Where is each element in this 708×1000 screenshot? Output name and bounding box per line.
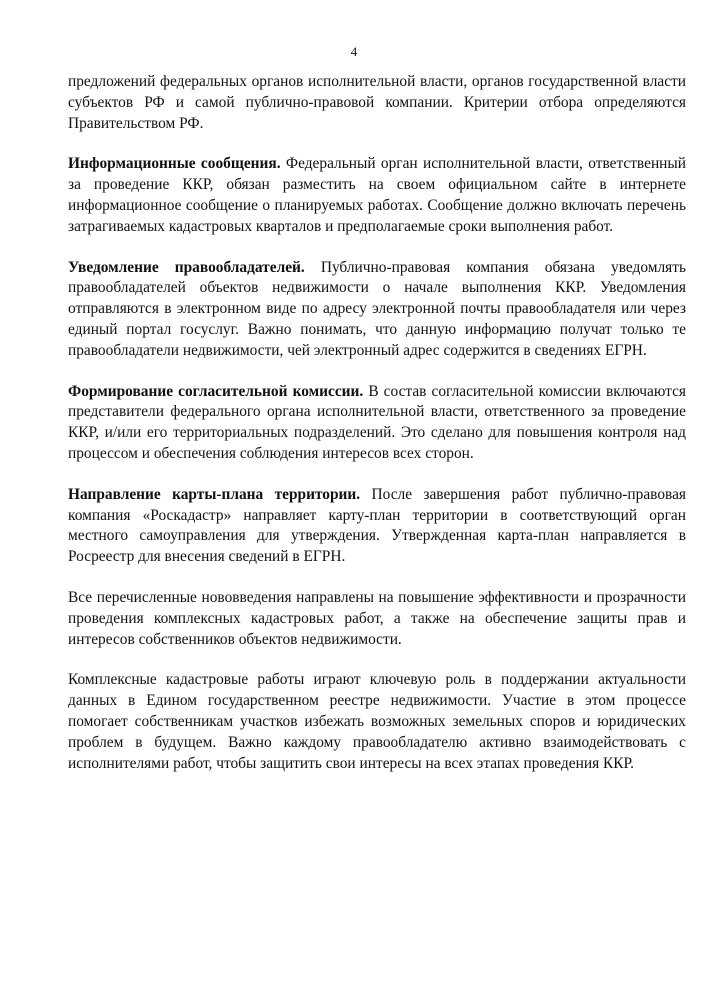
paragraph-text: предложений федеральных органов исполнительной власти, органов государственной власти субъектов РФ и самой публично-правовой компании. Критерии отбора определяются Правительством РФ.	[68, 73, 686, 132]
paragraph-heading: Направление карты-плана территории.	[68, 485, 361, 503]
paragraph-map-plan	[68, 485, 686, 568]
paragraph-text: Комплексные кадастровые работы играют ключевую роль в поддержании актуальности данных в Едином государственном реестре недвижимости. Участие в этом процессе помогает собственникам участков избежать возможных земельных споров и юридических проблем в будущем. Важно каждому правообладателю активно взаимодействовать с исполнителями работ, чтобы защитить свои интересы на всех этапах проведения ККР.	[68, 671, 686, 772]
paragraph-heading: Уведомление правообладателей.	[68, 258, 305, 276]
page-number: 4	[350, 44, 358, 59]
paragraph-information-messages	[68, 154, 686, 237]
paragraph-conciliation-commission	[68, 382, 686, 465]
paragraph-text: После завершения работ публично-правовая компания «Роскадастр» направляет карту-план территории в соответствующий орган местного самоуправления для утверждения. Утвержденная карта-план направляется в Росреестр для внесения сведений в ЕГРН.	[68, 485, 686, 566]
document-body	[68, 72, 686, 794]
paragraph-conclusion	[68, 670, 686, 774]
paragraph-innovations-summary	[68, 588, 686, 650]
paragraph-rightholder-notification	[68, 258, 686, 362]
paragraph-text: Все перечисленные нововведения направлены на повышение эффективности и прозрачности проведения комплексных кадастровых работ, а также на обеспечение защиты прав и интересов собственников объектов недвижимости.	[68, 588, 686, 648]
paragraph-text: В состав согласительной комиссии включаются представители федерального органа исполнительной власти, ответственного за проведение ККР, и/или его территориальных подразделений. Это сделано для повышения контроля над процессом и обеспечения соблюдения интересов всех сторон.	[68, 382, 686, 462]
paragraph-heading: Информационные сообщения.	[68, 155, 281, 173]
paragraph-heading: Формирование согласительной комиссии.	[68, 382, 364, 400]
paragraph-continuation	[68, 72, 686, 134]
paragraph-text: Публично-правовая компания обязана уведомлять правообладателей объектов недвижимости о начале выполнения ККР. Уведомления отправляются в электронном виде по адресу электронной почты правообладателя или через единый портал госуслуг. Важно понимать, что данную информацию получат только те правообладатели недвижимости, чей электронный адрес содержится в сведениях ЕГРН.	[68, 258, 687, 359]
paragraph-text: Федеральный орган исполнительной власти, ответственный за проведение ККР, обязан разместить на своем официальном сайте в интернете информационное сообщение о планируемых работах. Сообщение должно включать перечень затрагиваемых кадастровых кварталов и предполагаемые сроки выполнения работ.	[68, 155, 686, 235]
